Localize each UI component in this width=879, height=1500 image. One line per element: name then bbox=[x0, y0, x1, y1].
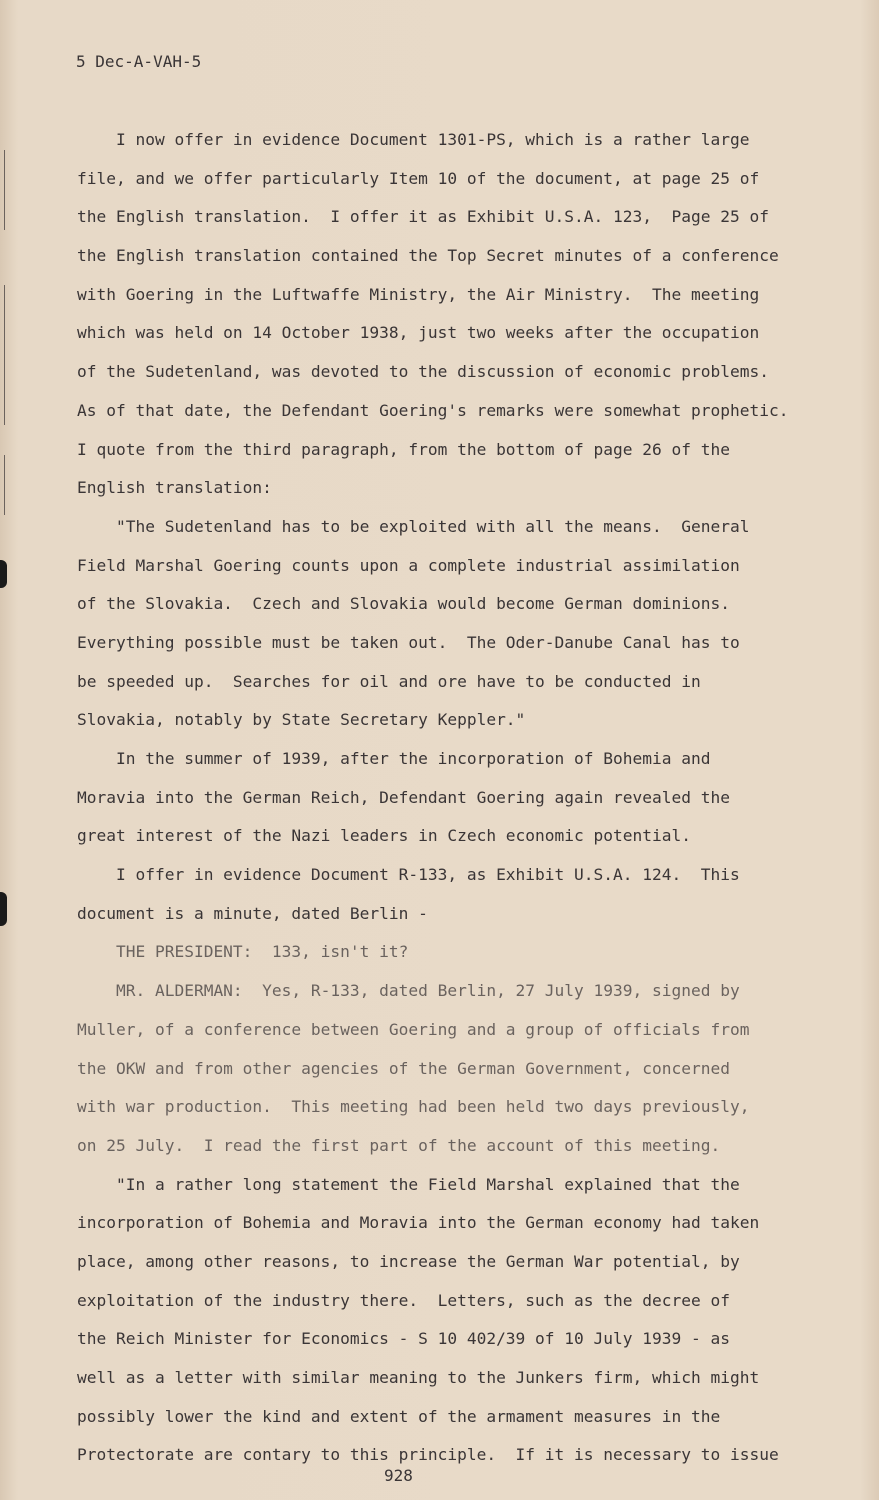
document-reference: 5 Dec-A-VAH-5 bbox=[76, 52, 202, 71]
text-line: In the summer of 1939, after the incorporation of Bohemia and bbox=[77, 749, 711, 768]
text-line: the Reich Minister for Economics - S 10 402/39 of 10 July 1939 - as bbox=[77, 1329, 730, 1349]
document-body bbox=[77, 121, 789, 1475]
text-line: Protectorate are contary to this principle. If it is necessary to issue bbox=[77, 1445, 779, 1465]
text-line: Muller, of a conference between Goering and a group of officials from bbox=[77, 1019, 750, 1039]
text-line: Field Marshal Goering counts upon a complete industrial assimilation bbox=[77, 555, 740, 575]
text-line: be speeded up. Searches for oil and ore have to be conducted in bbox=[77, 671, 701, 691]
text-line: file, and we offer particularly Item 10 of the document, at page 25 of bbox=[77, 168, 760, 188]
text-line: I quote from the third paragraph, from the bottom of page 26 of the bbox=[77, 439, 730, 459]
text-line: on 25 July. I read the first part of the account of this meeting. bbox=[77, 1135, 721, 1155]
text-line: of the Slovakia. Czech and Slovakia would become German dominions. bbox=[77, 594, 730, 614]
text-line: "In a rather long statement the Field Marshal explained that the bbox=[77, 1174, 740, 1194]
text-line: the English translation contained the Top Secret minutes of a conference bbox=[77, 246, 779, 266]
text-line: I offer in evidence Document R-133, as Exhibit U.S.A. 124. This bbox=[77, 865, 740, 885]
text-line: document is a minute, dated Berlin - bbox=[77, 903, 428, 923]
text-line: incorporation of Bohemia and Moravia into the German economy had taken bbox=[77, 1213, 760, 1233]
text-line: Slovakia, notably by State Secretary Keppler." bbox=[77, 710, 526, 730]
text-line: which was held on 14 October 1938, just two weeks after the occupation bbox=[77, 323, 760, 343]
left-margin-rule bbox=[4, 150, 5, 230]
text-line: with Goering in the Luftwaffe Ministry, the Air Ministry. The meeting bbox=[77, 284, 760, 304]
text-line: MR. ALDERMAN: Yes, R-133, dated Berlin, 27 July 1939, signed by bbox=[77, 981, 740, 1001]
text-line: "The Sudetenland has to be exploited with all the means. General bbox=[77, 516, 750, 536]
text-line: Moravia into the German Reich, Defendant Goering again revealed the bbox=[77, 787, 730, 807]
text-line: possibly lower the kind and extent of the armament measures in the bbox=[77, 1406, 721, 1426]
text-line: THE PRESIDENT: 133, isn't it? bbox=[77, 942, 409, 962]
text-line: exploitation of the industry there. Letters, such as the decree of bbox=[77, 1290, 730, 1310]
text-line: with war production. This meeting had been held two days previously, bbox=[77, 1097, 750, 1117]
text-line: of the Sudetenland, was devoted to the discussion of economic problems. bbox=[77, 362, 769, 382]
text-line: the English translation. I offer it as Exhibit U.S.A. 123, Page 25 of bbox=[77, 207, 769, 227]
text-line: I now offer in evidence Document 1301-PS, which is a rather large bbox=[77, 130, 750, 149]
binding-hole-mark bbox=[0, 892, 7, 926]
page-number: 928 bbox=[384, 1466, 413, 1485]
text-line: well as a letter with similar meaning to the Junkers firm, which might bbox=[77, 1368, 760, 1387]
text-line: English translation: bbox=[77, 478, 272, 498]
text-line: place, among other reasons, to increase the German War potential, by bbox=[77, 1251, 740, 1271]
left-margin-rule bbox=[4, 285, 5, 425]
left-margin-rule bbox=[4, 455, 5, 515]
text-line: Everything possible must be taken out. The Oder-Danube Canal has to bbox=[77, 632, 740, 652]
text-line: As of that date, the Defendant Goering's remarks were somewhat prophetic. bbox=[77, 400, 789, 420]
binding-hole-mark bbox=[0, 560, 7, 588]
text-line: the OKW and from other agencies of the German Government, concerned bbox=[77, 1058, 730, 1078]
text-line: great interest of the Nazi leaders in Czech economic potential. bbox=[77, 826, 691, 846]
